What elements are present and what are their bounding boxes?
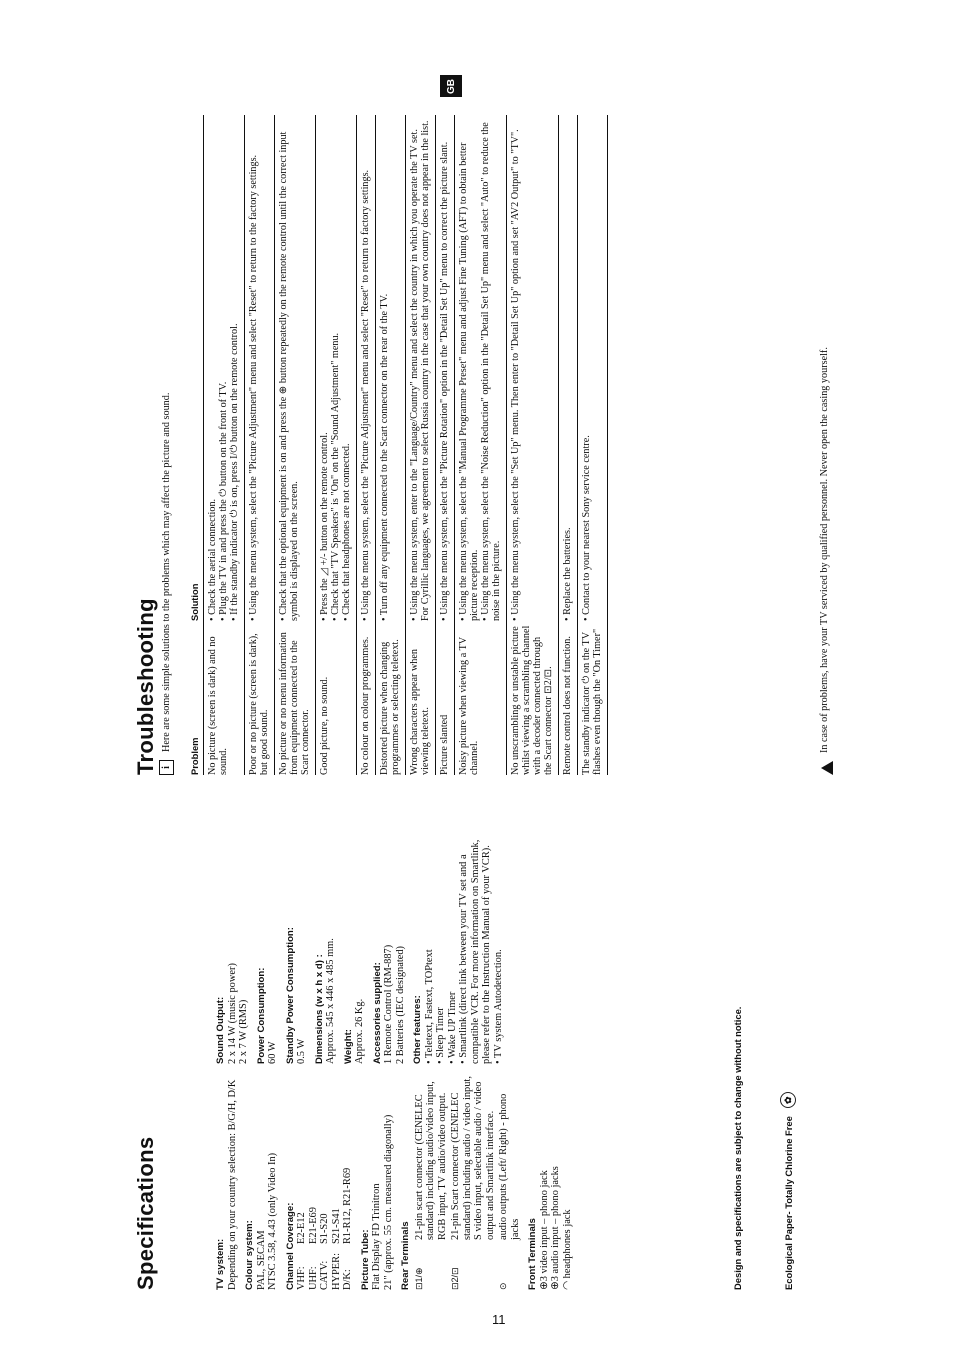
solution-header: Solution [187, 115, 204, 621]
solution-cell [559, 115, 578, 621]
intro-row [159, 95, 174, 775]
problem-cell: No unscrambling or unstable picture whilst viewing a scrambling channel with a decoder connected through the Scart connector ⊡2/⊡. [507, 621, 559, 775]
colour-system-2: NTSC 3.58, 4.43 (only Video In) [267, 1152, 278, 1290]
table-body [204, 115, 608, 775]
warning-icon [821, 761, 833, 775]
scart-1-icon: ⊡1/⊕ [413, 1267, 424, 1290]
solution-item: • Turn off any equipment connected to the Scart connector on the rear of the TV. [379, 119, 390, 621]
front-terminal-2: ⊕3 audio input – phono jacks [550, 1166, 561, 1290]
problem-cell: Good picture, no sound. [316, 621, 357, 775]
picture-tube-label: Picture Tube: [359, 1229, 371, 1290]
scart-2-icon: ⊡2/⊡ [450, 1267, 460, 1290]
standby-value: 0.5 W [296, 1038, 307, 1064]
specs-column-right [215, 824, 510, 1064]
rotated-content [133, 120, 855, 1290]
channel-row: HYPER: S21-S41 [330, 1208, 342, 1290]
table-row [578, 115, 608, 775]
audio-out-icon: ⊙ [498, 1282, 508, 1290]
standby-label: Standby Power Consumption: [284, 927, 296, 1064]
problem-cell: Wrong characters appear when viewing teletext. [406, 621, 436, 775]
front-terminal-3: ◠ headphones jack [561, 1209, 573, 1290]
sound-output-2: 2 x 7 W (RMS) [238, 999, 249, 1064]
feature-item: • Sleep Timer [435, 824, 447, 1064]
troubleshooting-title: Troubleshooting [133, 598, 158, 775]
solution-cell [275, 115, 316, 621]
table-row [559, 115, 578, 775]
front-terminal-1: ⊕3 video input – phono jack [538, 1170, 550, 1290]
solution-item: • Check that headphones are not connected. [341, 119, 352, 621]
power-label: Power Consumption: [255, 967, 267, 1064]
problem-cell: Remote control does not function. [559, 621, 578, 775]
solution-cell [376, 115, 406, 621]
warning-text: In case of problems, have your TV serviced by qualified personnel. Never open the casing yourself. [819, 347, 830, 753]
solution-cell [245, 115, 275, 621]
solution-item: • Check that "TV Speakers" is "On" on the "Sound Adjustment" menu. [330, 119, 341, 621]
solution-cell [316, 115, 357, 621]
specifications-title: Specifications [133, 1136, 158, 1290]
solution-item: • Press the ◿ +/- button on the remote control. [319, 119, 330, 621]
colour-system-label: Colour system: [244, 1220, 255, 1290]
channel-row: VHF: E2-E12 [296, 1212, 307, 1290]
solution-cell [436, 115, 455, 621]
feature-item: • TV system Autodetection. [493, 824, 505, 1064]
problem-cell: Poor or no picture (screen is dark), but good sound. [245, 621, 275, 775]
specs-column-left [215, 1075, 579, 1290]
table-row [275, 115, 316, 775]
solution-cell [578, 115, 608, 621]
channel-coverage-label: Channel Coverage: [284, 1202, 296, 1290]
other-features-label: Other features: [412, 995, 423, 1064]
power-value: 60 W [267, 1041, 278, 1064]
channel-row: UHF: E21-E69 [307, 1207, 319, 1290]
problem-header: Problem [187, 621, 204, 775]
solution-cell [455, 115, 507, 621]
table-row [316, 115, 357, 775]
channel-row: CATV: S1-S20 [319, 1213, 330, 1290]
solution-cell [204, 115, 245, 621]
solution-item: • Replace the batteries. [562, 119, 573, 621]
front-terminals-label: Front Terminals [527, 1218, 538, 1290]
warning-row [819, 115, 833, 775]
weight-label: Weight: [342, 1029, 354, 1064]
dimensions-value: Approx. 545 x 446 x 485 mm. [325, 938, 336, 1064]
solution-cell [406, 115, 436, 621]
eco-paper-text: Ecological Paper- Totally Chlorine Free [782, 1116, 794, 1290]
dimensions-label: Dimensions (w x h x d) : [313, 954, 325, 1064]
rear-terminal-2: ⊡2/⊡ 21-pin Scart connector (CENELEC standard) including audio / video input, S video input, selectable audio / video output and Smartlink interface. [450, 1076, 496, 1290]
feature-item: • Wake UP Timer [447, 824, 459, 1064]
table-row [357, 115, 376, 775]
colour-system-1: PAL, SECAM [255, 1230, 267, 1290]
feature-item: • Smartlink (direct link between your TV set and a compatible VCR. For more information on Smartlink, please refer to the Instruction Manual of your VCR). [458, 824, 493, 1064]
accessory-1: 1 Remote Control (RM-887) [383, 944, 394, 1064]
rear-terminal-3: ⊙ audio outputs (Left/ Right) - phono jacks [498, 1093, 521, 1290]
sound-output-1: 2 x 14 W (music power) [226, 963, 238, 1064]
tv-system-label: TV system: [215, 1238, 226, 1290]
solution-item: • Using the menu system, select the "Set Up" menu. Then enter to "Detail Set Up" option and set "AV2 Output" to "TV". [510, 119, 521, 621]
problem-cell: No colour on colour programmes. [357, 621, 376, 775]
solution-item: • Using the menu system, select the "Manual Programme Preset" menu and adjust Fine Tuning (AFT) to obtain better picture reception. [458, 119, 480, 621]
eco-paper-note [780, 1092, 796, 1290]
channel-row: D/K: R1-R12, R21-R69 [342, 1167, 353, 1290]
table-row [455, 115, 507, 775]
rear-terminals-label: Rear Terminals [400, 1221, 411, 1290]
intro-text: Here are some simple solutions to the problems which may affect the picture and sound. [161, 392, 172, 752]
solution-item: • Check the aerial connection. [207, 119, 218, 621]
language-tab: GB [440, 75, 462, 97]
solution-cell [507, 115, 559, 621]
rear-terminal-1: ⊡1/⊕ 21-pin scart connector (CENELEC standard) including audio/video input, RGB input, TV audio/video output. [413, 1081, 448, 1290]
solution-item: • Using the menu system, select the "Picture Adjustment" menu and select "Reset" to return to the factory settings. [248, 119, 259, 621]
table-row [406, 115, 436, 775]
solution-item: • Using the menu system, enter to the "Language/Country" menu and select the country in which you operate the TV set. For Cyrillic languages, we agreement to select Russia country in the case that your own country does not appear in the list. [409, 119, 431, 621]
problem-cell: No picture (screen is dark) and no sound. [204, 621, 245, 775]
table-row [436, 115, 455, 775]
info-icon: i [159, 760, 174, 775]
table-row [204, 115, 245, 775]
solution-item: • Using the menu system, select the "Picture Rotation" option in the "Detail Set Up" menu to correct the picture slant. [439, 119, 450, 621]
design-notice: Design and specifications are subject to change without notice. [732, 1006, 743, 1290]
solution-item: • Using the menu system, select the "Picture Adjustment" menu and select "Reset" to return to factory settings. [360, 119, 371, 621]
picture-tube-1: Flat Display FD Trinitron [371, 1183, 382, 1290]
solution-item: • Check that the optional equipment is on and press the ⊕ button repeatedly on the remote control until the correct input symbol is displayed on the screen. [278, 119, 300, 621]
solution-cell [357, 115, 376, 621]
troubleshooting-table [187, 115, 608, 775]
solution-item: • Plug the TV in and press the ⏻ button on the front of TV. [218, 119, 229, 621]
solution-item: • Contact to your nearest Sony service centre. [581, 119, 592, 621]
accessory-2: 2 Batteries (IEC designated) [394, 945, 406, 1064]
tv-system-value: Depending on your country selection: B/G/H, D/K [226, 1079, 238, 1290]
table-row [376, 115, 406, 775]
problem-cell: Picture slanted [436, 621, 455, 775]
solution-item: • Using the menu system, select the "Noise Reduction" option in the "Detail Set Up" menu and select "Auto" to reduce the noise in the picture. [480, 119, 502, 621]
problem-cell: The standby indicator ⏻ on the TV flashes even though the "On Timer" [578, 621, 608, 775]
sound-output-label: Sound Output: [215, 996, 226, 1064]
problem-cell: Distorted picture when changing programmes or selecting teletext. [376, 621, 406, 775]
picture-tube-2: 21" (approx. 55 cm. measured diagonally) [382, 1114, 394, 1290]
problem-cell: Noisy picture when viewing a TV channel. [455, 621, 507, 775]
recycle-leaf-icon: ✿ [780, 1092, 796, 1108]
table-row [245, 115, 275, 775]
accessories-label: Accessories supplied: [371, 962, 383, 1064]
feature-item: • Teletext, Fastext, TOPtext [424, 824, 436, 1064]
page-number: 11 [492, 1312, 506, 1327]
problem-cell: No picture or no menu information from equipment connected to the Scart connector. [275, 621, 316, 775]
solution-item: • If the standby indicator ⏻ is on, press I/⏻ button on the remote control. [229, 119, 240, 621]
table-row [507, 115, 559, 775]
weight-value: Approx. 26 Kg. [354, 998, 365, 1064]
